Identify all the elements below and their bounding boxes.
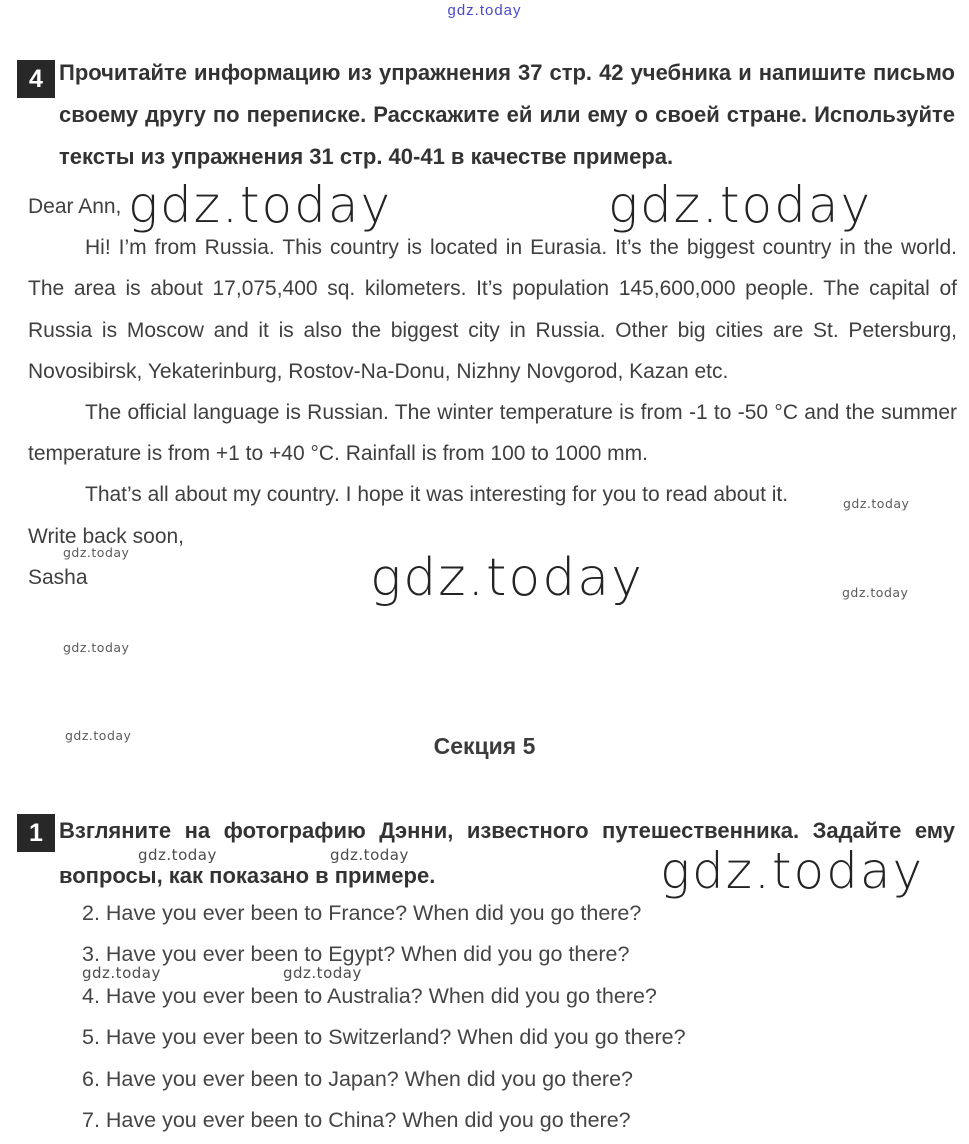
site-watermark-small: gdz.today	[63, 545, 130, 560]
question-item: 6. Have you ever been to Japan? When did you go there?	[82, 1066, 634, 1091]
site-watermark-top: gdz.today	[447, 2, 522, 19]
site-watermark-small: gdz.today	[843, 496, 910, 511]
letter-paragraph-3: That’s all about my country. I hope it was interesting for you to read about it.	[85, 483, 789, 507]
letter-salutation: Dear Ann,	[28, 195, 122, 218]
exercise-1-header	[17, 812, 955, 898]
letter-closing: Write back soon,	[28, 524, 185, 548]
exercise-4-task-text: Прочитайте информацию из упражнения 37 стр. 42 учебника и напишите письмо своему другу по переписке. Расскажите ей или ему о своей стране. Используйте тексты из упражнения 31 стр. 40-41 в качестве примера.	[59, 60, 955, 169]
exercise-4-number-badge: 4	[17, 60, 55, 98]
question-item: 2. Have you ever been to France? When did you go there?	[82, 901, 642, 925]
site-watermark-large-bottom: gdz.today	[660, 842, 925, 900]
site-watermark-small: gdz.today	[283, 964, 362, 982]
question-item: 3. Have you ever been to Egypt? When did you go there?	[82, 942, 630, 967]
site-watermark-small: gdz.today	[330, 846, 409, 864]
site-watermark-large-right: gdz.today	[608, 176, 873, 234]
exercise-1-number-badge: 1	[17, 814, 55, 852]
site-watermark-large-left: gdz.today	[128, 176, 393, 234]
exercise-4-header	[17, 58, 955, 178]
letter-paragraph-1: Hi! I’m from Russia. This country is located in Eurasia. It’s the biggest country in the world. The area is about 17,075,400 sq. kilometers. It’s population 145,600,000 people. The capital of Russia is Moscow and it is also the biggest city in Russia. Other big cities are St. Petersburg, Novosibirsk, Yekaterinburg, Rostov-Na-Donu, Nizhny Novgorod, Kazan etc.	[28, 236, 957, 383]
site-watermark-small: gdz.today	[842, 585, 909, 600]
site-watermark-large-center: gdz.today	[370, 548, 644, 608]
letter-signature: Sasha	[28, 565, 88, 589]
site-watermark-small: gdz.today	[65, 728, 132, 743]
letter-answer	[28, 186, 957, 598]
site-watermark-small: gdz.today	[63, 640, 130, 655]
questions-list	[82, 893, 942, 1141]
site-watermark-small: gdz.today	[138, 846, 217, 864]
site-watermark-small: gdz.today	[82, 964, 161, 982]
question-item: 4. Have you ever been to Australia? When did you go there?	[82, 983, 657, 1008]
exercise-1-task-text: Взгляните на фотографию Дэнни, известного путешественника. Задайте ему вопросы, как показано в примере.	[59, 818, 955, 888]
question-item: 7. Have you ever been to China? When did you go there?	[82, 1108, 631, 1133]
letter-paragraph-2: The official language is Russian. The winter temperature is from -1 to -50 °C and the summer temperature is from +1 to +40 °C. Rainfall is from 100 to 1000 mm.	[28, 401, 957, 466]
question-item: 5. Have you ever been to Switzerland? When did you go there?	[82, 1025, 686, 1050]
section-heading: Секция 5	[433, 733, 536, 759]
